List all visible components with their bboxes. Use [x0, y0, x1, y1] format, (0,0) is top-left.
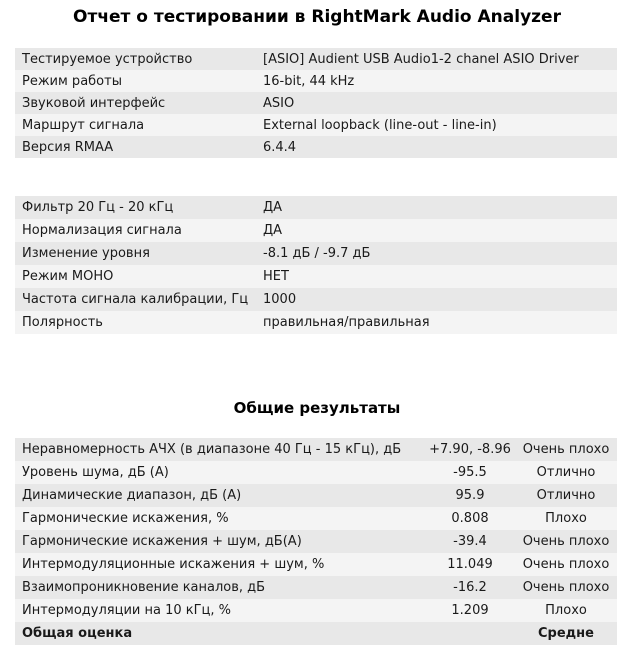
row-label: Версия RMAA: [22, 139, 114, 155]
row-value: 1000: [263, 292, 297, 307]
table-row: [15, 265, 617, 288]
row-label: Режим МОНО: [22, 269, 114, 284]
table-row: [15, 484, 617, 507]
row-label: Уровень шума, дБ (А): [22, 465, 169, 480]
table-row: [15, 70, 617, 92]
table-row: [15, 599, 617, 622]
row-label: Интермодуляции на 10 кГц, %: [22, 603, 232, 618]
row-rating: Очень плохо: [522, 580, 610, 595]
row-label: Маршрут сигнала: [22, 117, 145, 133]
row-value: [425, 622, 515, 645]
row-label: Фильтр 20 Гц - 20 кГц: [22, 200, 174, 215]
row-value: -16.2: [453, 580, 487, 595]
row-rating: Средне: [538, 626, 594, 641]
row-rating: Отлично: [536, 465, 596, 480]
table-row: [15, 136, 617, 158]
row-value: 95.9: [455, 488, 485, 503]
table-row: [15, 438, 617, 461]
row-label: Режим работы: [22, 73, 122, 89]
table-row: [15, 114, 617, 136]
row-value: 11.049: [447, 557, 493, 572]
table-row: [15, 48, 617, 70]
row-value: НЕТ: [263, 269, 289, 284]
table-row: [15, 530, 617, 553]
row-label: Звуковой интерфейс: [22, 95, 166, 111]
row-label: Взаимопроникновение каналов, дБ: [22, 580, 266, 595]
device-info-table: [15, 48, 617, 158]
row-value: ДА: [263, 223, 283, 238]
row-value: 16-bit, 44 kHz: [263, 73, 355, 89]
row-value: [ASIO] Audient USB Audio1-2 chanel ASIO Driver: [263, 51, 579, 67]
page-title: Отчет о тестировании в RightMark Audio Analyzer: [73, 7, 561, 27]
table-row-total: [15, 622, 617, 645]
row-value: 6.4.4: [263, 139, 297, 155]
row-value: External loopback (line-out - line-in): [263, 117, 497, 133]
row-value: ASIO: [263, 95, 295, 111]
row-label: Динамические диапазон, дБ (А): [22, 488, 242, 503]
table-row: [15, 288, 617, 311]
row-label: Гармонические искажения + шум, дБ(А): [22, 534, 302, 549]
row-value: -8.1 дБ / -9.7 дБ: [263, 246, 371, 261]
row-rating: Очень плохо: [522, 442, 610, 457]
table-row: [15, 196, 617, 219]
row-rating: Очень плохо: [522, 534, 610, 549]
table-row: [15, 92, 617, 114]
overall-results-table: [15, 438, 617, 645]
row-label: Тестируемое устройство: [22, 51, 193, 67]
row-label: Интермодуляционные искажения + шум, %: [22, 557, 325, 572]
row-label: Неравномерность АЧХ (в диапазоне 40 Гц - 15 кГц), дБ: [22, 442, 402, 457]
table-row: [15, 507, 617, 530]
row-value: 1.209: [451, 603, 489, 618]
row-value: +7.90, -8.96: [429, 442, 511, 457]
row-label: Частота сигнала калибрации, Гц: [22, 292, 249, 307]
row-value: 0.808: [451, 511, 489, 526]
row-rating: Плохо: [545, 511, 587, 526]
row-label: Общая оценка: [22, 626, 133, 641]
table-row: [15, 461, 617, 484]
row-label: Полярность: [22, 315, 103, 330]
test-settings-table: [15, 196, 617, 334]
row-rating: Отлично: [536, 488, 596, 503]
row-label: Гармонические искажения, %: [22, 511, 229, 526]
row-value: ДА: [263, 200, 283, 215]
row-value: -95.5: [453, 465, 487, 480]
row-rating: Плохо: [545, 603, 587, 618]
row-value: -39.4: [453, 534, 487, 549]
results-heading: Общие результаты: [233, 399, 401, 417]
row-label: Нормализация сигнала: [22, 223, 182, 238]
row-rating: Очень плохо: [522, 557, 610, 572]
row-value: правильная/правильная: [263, 315, 430, 330]
table-row: [15, 219, 617, 242]
row-label: Изменение уровня: [22, 246, 150, 261]
table-row: [15, 553, 617, 576]
table-row: [15, 242, 617, 265]
table-row: [15, 576, 617, 599]
table-row: [15, 311, 617, 334]
